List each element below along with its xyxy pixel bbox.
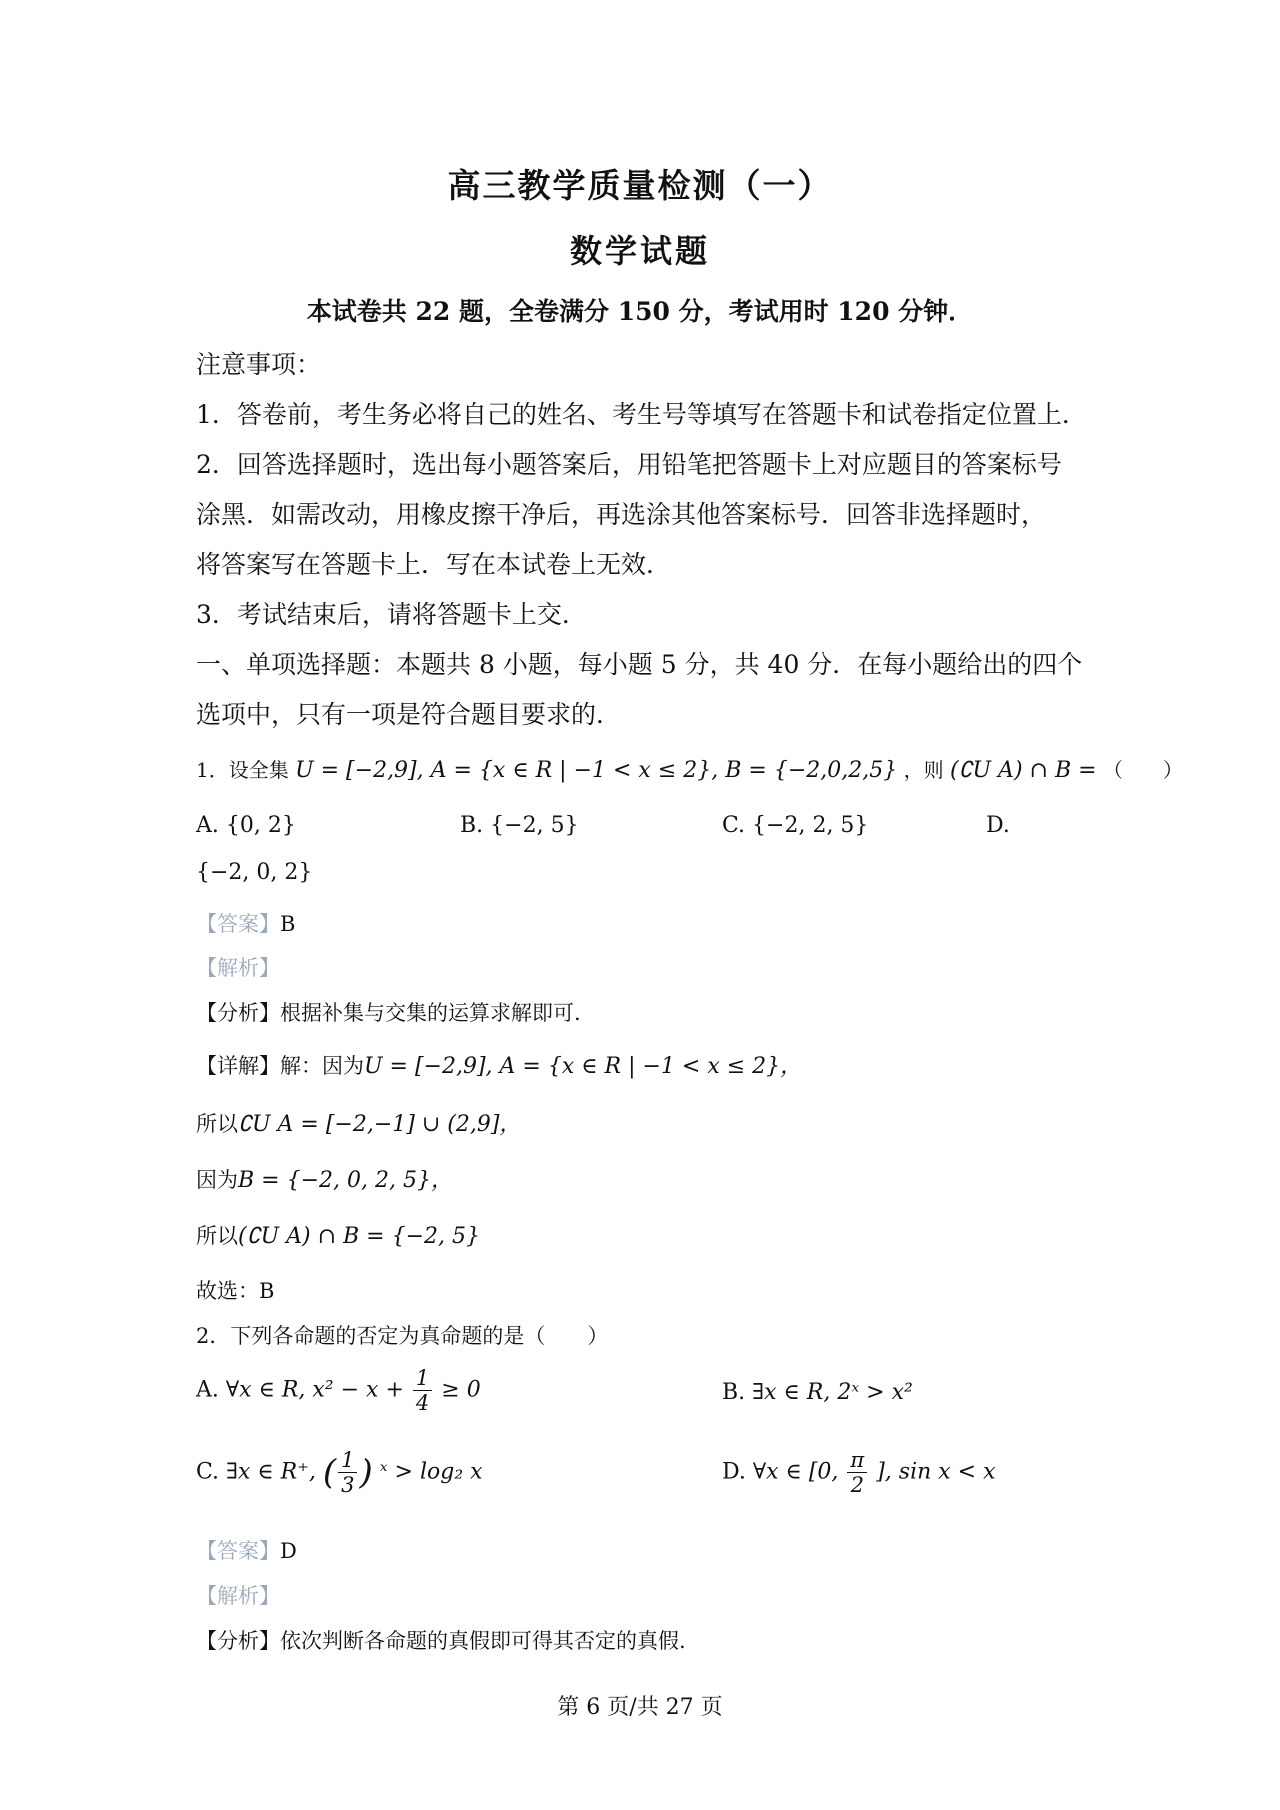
answer-tag: 【答案】	[196, 1539, 280, 1563]
option-c-numerator: 1	[338, 1448, 357, 1473]
question-1-step-4	[196, 1220, 480, 1250]
option-a-fraction	[413, 1366, 432, 1415]
question-1-paren: （ ）	[1102, 758, 1183, 782]
notice-item-1: 1．答卷前，考生务必将自己的姓名、考生号等填写在答题卡和试卷指定位置上．	[196, 400, 1087, 429]
question-2-option-d	[722, 1448, 996, 1497]
exam-info: 本试卷共 22 题，全卷满分 150 分，考试用时 120 分钟．	[306, 297, 974, 326]
question-1-xiangjie	[196, 1049, 802, 1080]
option-d-tail: ], sin x < x	[876, 1459, 996, 1485]
fenxi-tag: 【分析】	[196, 1001, 280, 1025]
question-1-stem	[196, 754, 1183, 783]
section-1-heading-line-1: 一、单项选择题：本题共 8 小题，每小题 5 分，共 40 分．在每小题给出的四个	[196, 650, 1083, 679]
fenxi-tag: 【分析】	[196, 1629, 280, 1653]
option-a-denominator: 4	[415, 1391, 430, 1415]
step-3-text: 因为	[196, 1168, 238, 1192]
question-1-sets: U = [−2,9], A = {x ∈ R | −1 < x ≤ 2}, B = {−2,0,2,5}	[295, 758, 898, 783]
option-c-right-paren: )	[359, 1452, 373, 1493]
question-1-fenxi	[196, 997, 581, 1027]
question-1-option-d-value: {−2, 0, 2}	[196, 860, 313, 885]
question-2-option-a	[196, 1366, 481, 1415]
option-c-tail: ˣ > log₂ x	[379, 1459, 483, 1485]
answer-value: D	[280, 1539, 297, 1563]
question-2-stem: 2．下列各命题的否定为真命题的是（ ）	[196, 1324, 609, 1348]
question-1-step-3	[196, 1163, 453, 1194]
question-1-answer	[196, 908, 295, 938]
option-d-label: D.	[722, 1459, 746, 1485]
option-c-left-paren: (	[322, 1452, 337, 1493]
question-1-option-b: B. {−2, 5}	[460, 813, 579, 838]
step-4-math: (∁U A) ∩ B = {−2, 5}	[238, 1224, 480, 1249]
question-1-step-2	[196, 1107, 521, 1138]
question-2-answer	[196, 1535, 297, 1565]
option-b-expr: ∃x ∈ R, 2ˣ > x²	[752, 1380, 913, 1405]
question-2-option-b	[722, 1380, 913, 1405]
xiangjie-tag: 【详解】	[196, 1054, 280, 1078]
page-number: 第 6 页/共 27 页	[557, 1695, 723, 1720]
notice-heading: 注意事项：	[196, 350, 322, 379]
option-c-denominator: 3	[341, 1473, 355, 1497]
fenxi-text: 依次判断各命题的真假即可得其否定的真假.	[280, 1629, 686, 1653]
question-1-prefix: 1．设全集	[196, 758, 289, 782]
option-d-expr: ∀x ∈ [0,	[752, 1459, 839, 1485]
step-4-text: 所以	[196, 1224, 238, 1248]
question-1-option-d: D.	[986, 813, 1010, 838]
option-d-fraction	[847, 1448, 867, 1497]
exam-subtitle: 数学试题	[569, 232, 710, 270]
step-1-text: 解：因为	[280, 1054, 364, 1078]
option-a-label: A.	[196, 1377, 219, 1403]
option-d-denominator: 2	[850, 1473, 864, 1497]
question-1-mid: ，则	[903, 758, 944, 782]
question-2-analysis-tag: 【解析】	[196, 1584, 280, 1608]
option-d-numerator: π	[847, 1448, 867, 1473]
question-1-conclusion: 故选：B	[196, 1279, 275, 1303]
fenxi-text: 根据补集与交集的运算求解即可.	[280, 1001, 581, 1025]
question-2-option-c	[196, 1448, 483, 1497]
step-3-math: B = {−2, 0, 2, 5}，	[238, 1168, 453, 1193]
step-2-text: 所以	[196, 1112, 238, 1136]
question-1-option-a: A. {0, 2}	[196, 813, 296, 838]
question-1-option-c: C. {−2, 2, 5}	[722, 813, 869, 838]
option-a-numerator: 1	[413, 1366, 432, 1391]
notice-item-2-line-3: 将答案写在答题卡上．写在本试卷上无效．	[196, 550, 672, 579]
option-a-tail: ≥ 0	[441, 1377, 481, 1403]
option-c-label: C.	[196, 1459, 220, 1485]
notice-item-2-line-2: 涂黑．如需改动，用橡皮擦干净后，再选涂其他答案标号．回答非选择题时，	[196, 500, 1047, 529]
section-1-heading-line-2: 选项中，只有一项是符合题目要求的．	[196, 700, 622, 729]
question-2-fenxi	[196, 1625, 686, 1655]
step-2-math: ∁U A = [−2,−1] ∪ (2,9]，	[238, 1112, 522, 1137]
option-c-expr: ∃x ∈ R⁺,	[226, 1459, 316, 1485]
step-1-math: U = [−2,9], A = {x ∈ R | −1 < x ≤ 2}，	[364, 1054, 803, 1079]
question-1-analysis-tag: 【解析】	[196, 956, 280, 980]
answer-value: B	[280, 912, 296, 936]
notice-item-2-line-1: 2．回答选择题时，选出每小题答案后，用铅笔把答题卡上对应题目的答案标号	[196, 450, 1062, 479]
option-b-label: B.	[722, 1380, 746, 1405]
option-a-expr: ∀x ∈ R, x² − x +	[225, 1377, 404, 1403]
notice-item-3: 3．考试结束后，请将答题卡上交．	[196, 600, 587, 629]
answer-tag: 【答案】	[196, 912, 280, 936]
option-c-fraction	[338, 1448, 357, 1497]
question-1-expr: (∁U A) ∩ B =	[949, 758, 1097, 783]
exam-title: 高三教学质量检测（一）	[447, 166, 833, 205]
